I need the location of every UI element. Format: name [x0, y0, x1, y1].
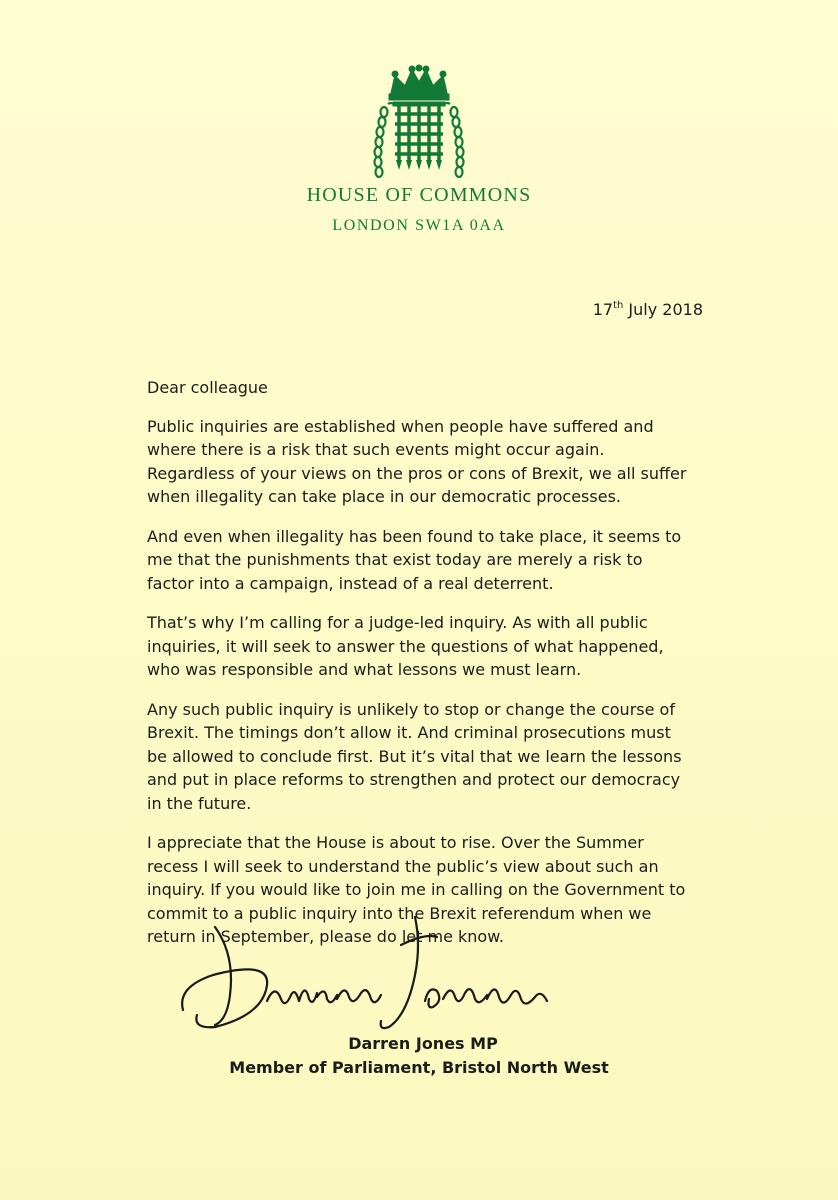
paragraph-line: who was responsible and what lessons we must learn.	[147, 660, 582, 679]
body-paragraph	[147, 611, 747, 682]
paragraph-line: recess I will seek to understand the public’s view about such an	[147, 856, 659, 876]
paragraph-line: when illegality can take place in our democratic processes.	[147, 487, 621, 506]
paragraph-line: Any such public inquiry is unlikely to stop or change the course of	[147, 699, 675, 719]
paragraph-line: Regardless of your views on the pros or cons of Brexit, we all suffer	[147, 463, 687, 483]
paragraph-line: inquiry. If you would like to join me in calling on the Government to	[147, 880, 686, 899]
letter-paragraphs	[147, 415, 747, 949]
paragraph-line: factor into a campaign, instead of a real deterrent.	[147, 573, 554, 593]
salutation: Dear colleague	[147, 378, 268, 397]
letter-body	[147, 376, 747, 965]
date-suffix: th	[613, 300, 624, 311]
paragraph-line: I appreciate that the House is about to rise. Over the Summer	[147, 833, 644, 852]
letter-date	[593, 300, 703, 319]
date-day: 17	[592, 300, 614, 319]
signatory-title: Member of Parliament, Bristol North West	[229, 1058, 609, 1077]
paragraph-line: Brexit. The timings don’t allow it. And criminal prosecutions must	[147, 723, 671, 742]
paragraph-line: where there is a risk that such events might occur again.	[147, 440, 605, 459]
paragraph-line: in the future.	[147, 793, 252, 813]
paragraph-line: commit to a public inquiry into the Brexit referendum when we	[147, 903, 652, 923]
paragraph-line: be allowed to conclude first. But it’s vital that we learn the lessons	[147, 746, 682, 766]
paragraph-line: That’s why I’m calling for a judge-led inquiry. As with all public	[147, 613, 648, 632]
paragraph-line: inquiries, it will seek to answer the questions of what happened,	[147, 636, 664, 656]
body-paragraph	[147, 415, 747, 509]
paragraph-line: return in September, please do let me know.	[147, 927, 504, 946]
paragraph-line: me that the punishments that exist today are merely a risk to	[147, 550, 643, 569]
body-paragraph	[147, 698, 747, 816]
handwritten-signature	[175, 915, 595, 1040]
letterhead-address: LONDON SW1A 0AA	[332, 217, 506, 234]
paragraph-line: Public inquiries are established when people have suffered and	[147, 416, 654, 436]
paragraph-line: And even when illegality has been found to take place, it seems to	[147, 526, 682, 546]
date-rest: July 2018	[628, 300, 703, 319]
paragraph-line: and put in place reforms to strengthen and protect our democracy	[147, 770, 681, 789]
portcullis-crest-icon	[369, 64, 469, 182]
signatory-name: Darren Jones MP	[348, 1034, 498, 1053]
body-paragraph	[147, 525, 747, 596]
letterhead-institution: HOUSE OF COMMONS	[306, 184, 532, 206]
